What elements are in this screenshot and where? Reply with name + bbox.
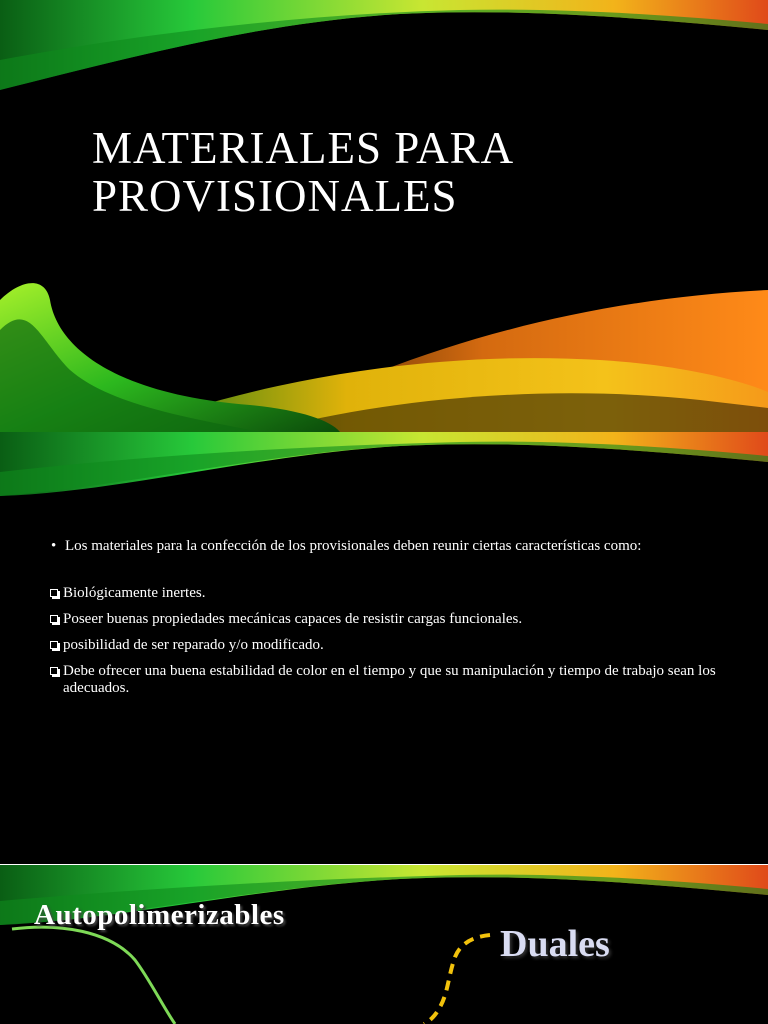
label-duales: Duales <box>500 923 610 965</box>
intro-text: Los materiales para la confección de los provisionales deben reunir ciertas características como: <box>65 538 642 554</box>
list-item-text: Debe ofrecer una buena estabilidad de color en el tiempo y que su manipulación y tiempo de trabajo sean los adecuados. <box>63 663 716 696</box>
list-item <box>48 611 728 628</box>
checkbox-bullet-icon <box>50 615 58 623</box>
list-item <box>48 637 728 654</box>
slide-types <box>0 865 768 1024</box>
label-autopolimerizables: Autopolimerizables <box>34 899 285 931</box>
title-line-2: PROVISIONALES <box>92 171 458 221</box>
slide-characteristics <box>0 432 768 864</box>
title-line-1: MATERIALES PARA <box>92 123 515 173</box>
bullet-dot-icon: • <box>51 538 57 554</box>
list-item <box>48 585 728 602</box>
slide-title-heading <box>92 124 514 220</box>
slide-body <box>48 538 728 706</box>
intro-bullet <box>48 538 728 555</box>
slide-title <box>0 0 768 432</box>
wave-background <box>0 865 768 1024</box>
checkbox-bullet-icon <box>50 667 58 675</box>
checkbox-bullet-icon <box>50 589 58 597</box>
list-item-text: Poseer buenas propiedades mecánicas capaces de resistir cargas funcionales. <box>63 611 523 627</box>
list-item-text: posibilidad de ser reparado y/o modificado. <box>63 637 324 653</box>
list-item <box>48 663 728 697</box>
checkbox-bullet-icon <box>50 641 58 649</box>
list-item-text: Biológicamente inertes. <box>63 585 206 601</box>
